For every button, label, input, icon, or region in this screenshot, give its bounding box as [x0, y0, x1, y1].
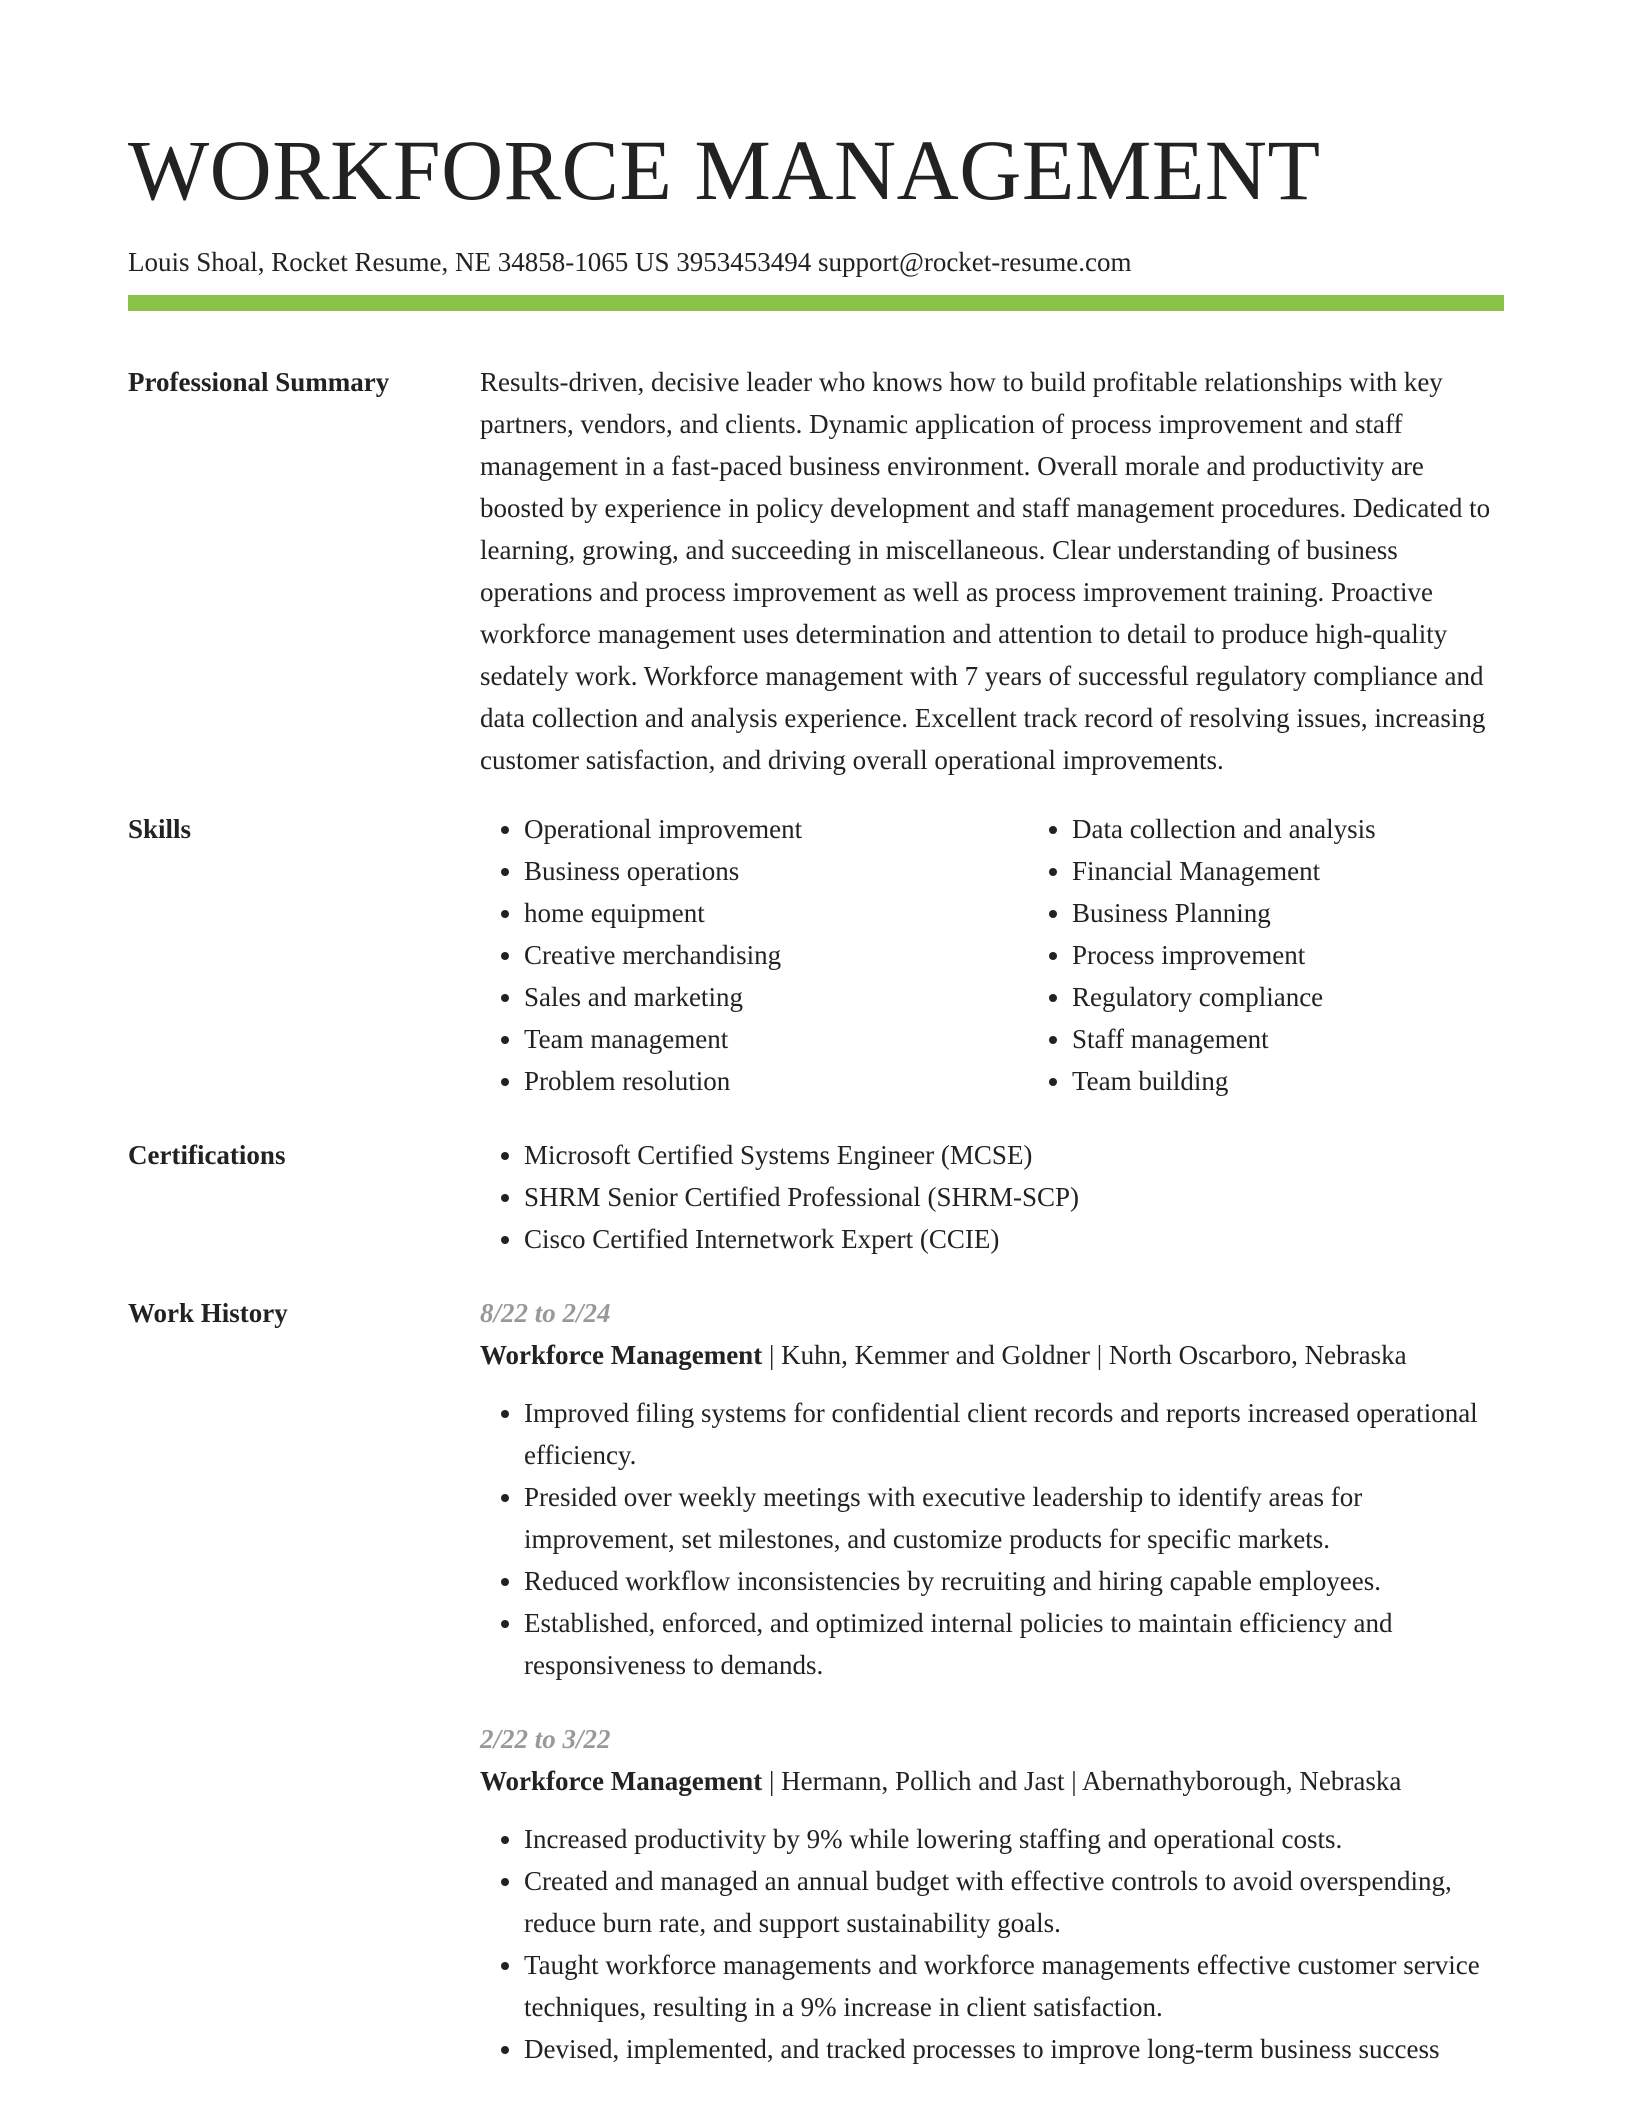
section-title-skills: Skills	[128, 814, 192, 844]
work-history-body	[480, 1292, 1504, 2070]
job-company-location: | Hermann, Pollich and Jast | Abernathyborough, Nebraska	[762, 1766, 1402, 1796]
skill-item: • Sales and marketing	[524, 976, 1028, 1018]
skill-item: • Process improvement	[1072, 934, 1576, 976]
skill-item: • Financial Management	[1072, 850, 1576, 892]
job-bullet: • Presided over weekly meetings with executive leadership to identify areas for improvement, set milestones, and customize products for specific markets.	[524, 1476, 1504, 1560]
job-dates: 2/22 to 3/22	[480, 1724, 611, 1754]
job-bullet: • Created and managed an annual budget with effective controls to avoid overspending, reduce burn rate, and support sustainability goals.	[524, 1860, 1504, 1944]
job-entry	[480, 1292, 1504, 1686]
professional-summary-body	[480, 361, 1504, 781]
job-heading	[480, 1334, 1504, 1376]
skill-item: • Team building	[1072, 1060, 1576, 1102]
job-dates: 8/22 to 2/24	[480, 1298, 611, 1328]
job-company-location: | Kuhn, Kemmer and Goldner | North Oscarboro, Nebraska	[762, 1340, 1407, 1370]
skill-item: • Staff management	[1072, 1018, 1576, 1060]
skill-item: • Team management	[524, 1018, 1028, 1060]
skills-list-right	[1028, 808, 1576, 1102]
job-bullet: • Improved filing systems for confidential client records and reports increased operational efficiency.	[524, 1392, 1504, 1476]
job-title: Workforce Management	[480, 1766, 763, 1796]
section-title-certifications: Certifications	[128, 1140, 286, 1170]
work-history-section	[128, 1292, 1504, 2070]
job-bullet: • Devised, implemented, and tracked processes to improve long-term business success	[524, 2028, 1504, 2070]
certifications-body	[480, 1134, 1504, 1260]
resume-name-heading: WORKFORCE MANAGEMENT	[128, 122, 1321, 218]
skill-item: • Business Planning	[1072, 892, 1576, 934]
skill-item: • Business operations	[524, 850, 1028, 892]
section-title-professional-summary: Professional Summary	[128, 367, 390, 397]
job-bullet: • Taught workforce managements and workforce managements effective customer service techniques, resulting in a 9% increase in client satisfaction.	[524, 1944, 1504, 2028]
section-title-work-history: Work History	[128, 1298, 288, 1328]
certification-item: • SHRM Senior Certified Professional (SHRM-SCP)	[524, 1176, 1504, 1218]
certifications-section	[128, 1134, 1504, 1260]
skill-item: • Regulatory compliance	[1072, 976, 1576, 1018]
skill-item: • Data collection and analysis	[1072, 808, 1576, 850]
skill-item: • Operational improvement	[524, 808, 1028, 850]
skills-columns	[480, 808, 1504, 1102]
job-bullet: • Established, enforced, and optimized internal policies to maintain efficiency and responsiveness to demands.	[524, 1602, 1504, 1686]
professional-summary-section	[128, 361, 1504, 781]
skill-item: • Creative merchandising	[524, 934, 1028, 976]
skill-item: • Problem resolution	[524, 1060, 1028, 1102]
professional-summary-text: Results-driven, decisive leader who knows how to build profitable relationships with key partners, vendors, and clients. Dynamic application of process improvement and staff management in a fast-paced business environment. Overall morale and productivity are boosted by experience in policy development and staff management procedures. Dedicated to learning, growing, and succeeding in miscellaneous. Clear understanding of business operations and process improvement as well as process improvement training. Proactive workforce management uses determination and attention to detail to produce high-quality sedately work. Workforce management with 7 years of successful regulatory compliance and data collection and analysis experience. Excellent track record of resolving issues, increasing customer satisfaction, and driving overall operational improvements.	[480, 367, 1491, 775]
job-bullet: • Increased productivity by 9% while lowering staffing and operational costs.	[524, 1818, 1504, 1860]
job-bullets	[480, 1392, 1504, 1686]
header-accent-rule	[128, 295, 1504, 311]
job-bullets	[480, 1818, 1504, 2070]
contact-info: Louis Shoal, Rocket Resume, NE 34858-1065 US 3953453494 support@rocket-resume.com	[128, 247, 1132, 277]
skills-list-left	[480, 808, 1028, 1102]
certifications-list	[480, 1134, 1504, 1260]
skill-item: • home equipment	[524, 892, 1028, 934]
job-title: Workforce Management	[480, 1340, 763, 1370]
job-entry	[480, 1718, 1504, 2070]
skills-section	[128, 808, 1504, 1102]
certification-item: • Cisco Certified Internetwork Expert (CCIE)	[524, 1218, 1504, 1260]
resume-page	[128, 0, 1504, 2070]
job-heading	[480, 1760, 1504, 1802]
job-bullet: • Reduced workflow inconsistencies by recruiting and hiring capable employees.	[524, 1560, 1504, 1602]
certification-item: • Microsoft Certified Systems Engineer (MCSE)	[524, 1134, 1504, 1176]
